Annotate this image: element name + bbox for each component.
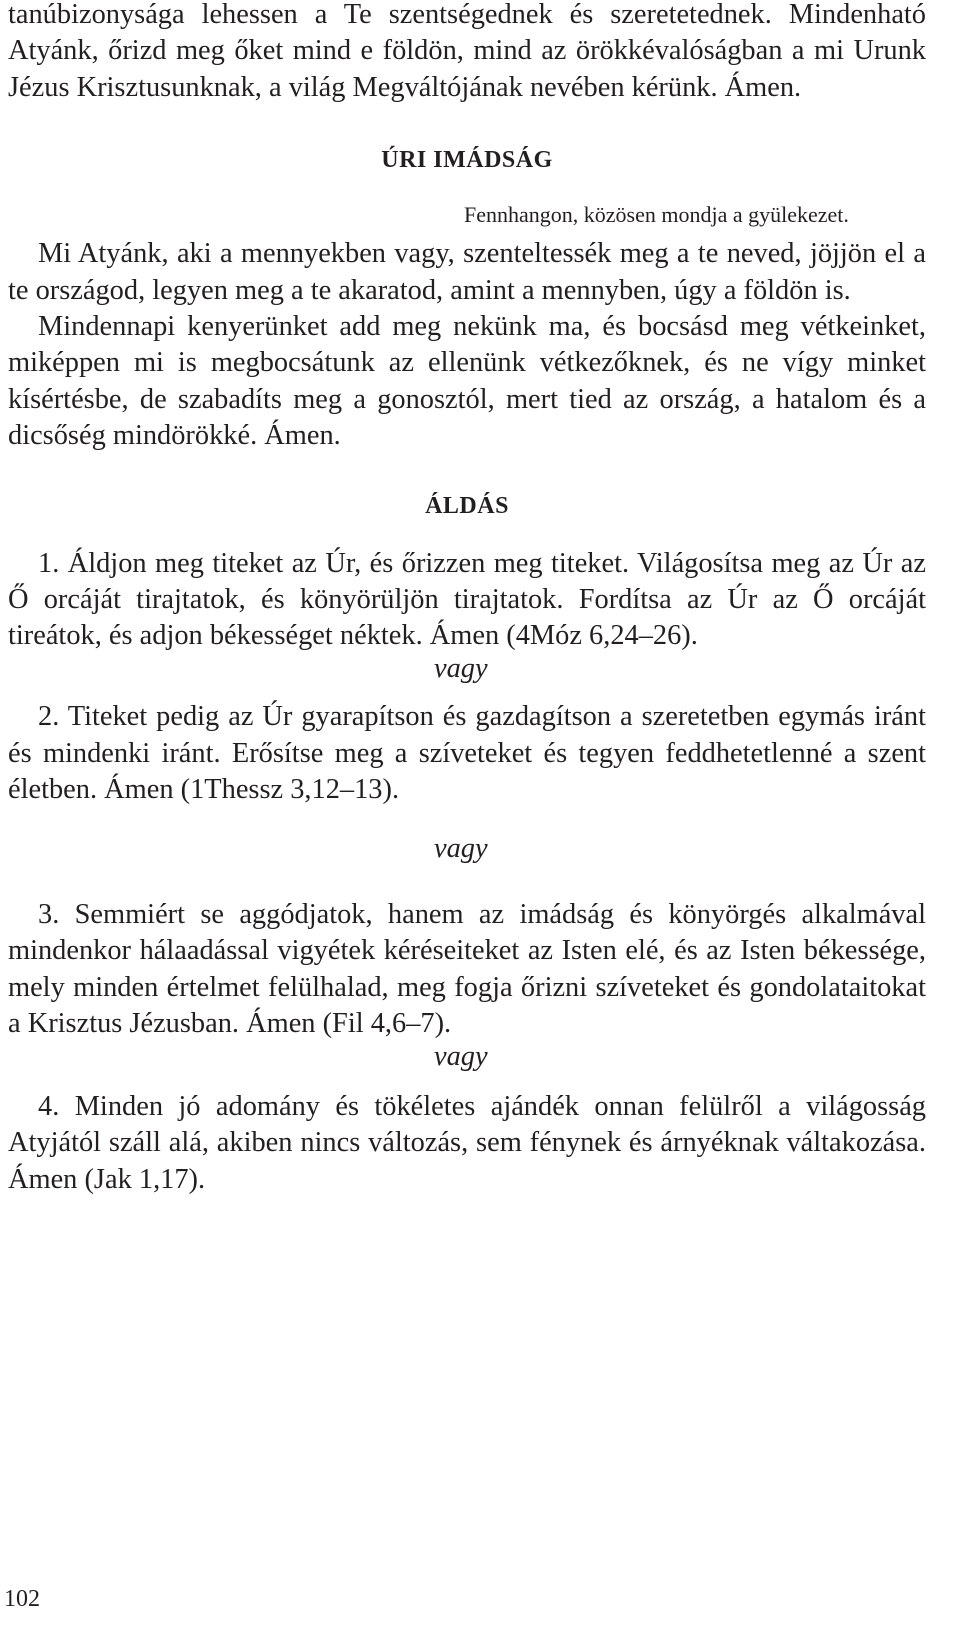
vagy-separator-3: vagy	[434, 1040, 488, 1072]
blessing-3: 3. Semmiért se aggódjatok, hanem az imádság és könyörgés alkalmával mindenkor hálaadással vigyétek kéréseiteket az Isten elé, és az Isten békessége, mely minden értelmet felülhalad, meg fogja őrizni szíveteket és gondolataitokat a Krisztus Jézusban. Ámen (Fil 4,6–7).	[8, 898, 926, 1040]
page-number: 102	[4, 1586, 40, 1612]
aldas-heading: ÁLDÁS	[425, 492, 509, 519]
lords-prayer-paragraph-1: Mi Atyánk, aki a mennyekben vagy, szenteltessék meg a te neved, jöjjön el a te országod, legyen meg a te akaratod, amint a mennyben, úgy a földön is.	[8, 238, 926, 306]
lords-prayer-paragraph-2: Mindennapi kenyerünket add meg nekünk ma, és bocsásd meg vétkeinket, miképpen mi is megbocsátunk az ellenünk vétkezőknek, és ne vígy minket kísértésbe, de szabadíts meg a gonosztól, mert tied az ország, a hatalom és a dicsőség mindörökké. Ámen.	[8, 311, 926, 452]
vagy-separator-2: vagy	[434, 832, 488, 864]
uri-imadsag-heading: ÚRI IMÁDSÁG	[381, 147, 553, 174]
intro-paragraph: tanúbizonysága lehessen a Te szentségednek és szeretetednek. Mindenható Atyánk, őrizd meg őket mind e földön, mind az örökkévalóságban a mi Urunk Jézus Krisztusunknak, a világ Megváltójának nevében kérünk. Ámen.	[8, 0, 926, 103]
blessing-4: 4. Minden jó adomány és tökéletes ajándék onnan felülről a világosság Atyjától száll alá, akiben nincs változás, sem fénynek és árnyéknak váltakozása. Ámen (Jak 1,17).	[8, 1090, 926, 1195]
page-content	[8, 0, 926, 1198]
vagy-separator-1: vagy	[434, 652, 488, 684]
uri-imadsag-rubric: Fennhangon, közösen mondja a gyülekezet.	[464, 202, 849, 228]
blessing-1: 1. Áldjon meg titeket az Úr, és őrizzen meg titeket. Világosítsa meg az Úr az Ő orcáját tirajtatok, és könyörüljön tirajtatok. Fordítsa az Úr az Ő orcáját tireátok, és adjon békességet néktek. Ámen (4Móz 6,24–26).	[8, 547, 926, 652]
blessing-2: 2. Titeket pedig az Úr gyarapítson és gazdagítson a szeretetben egymás iránt és mindenki iránt. Erősítse meg a szíveteket és tegyen feddhetetlenné a szent életben. Ámen (1Thessz 3,12–13).	[8, 701, 926, 806]
